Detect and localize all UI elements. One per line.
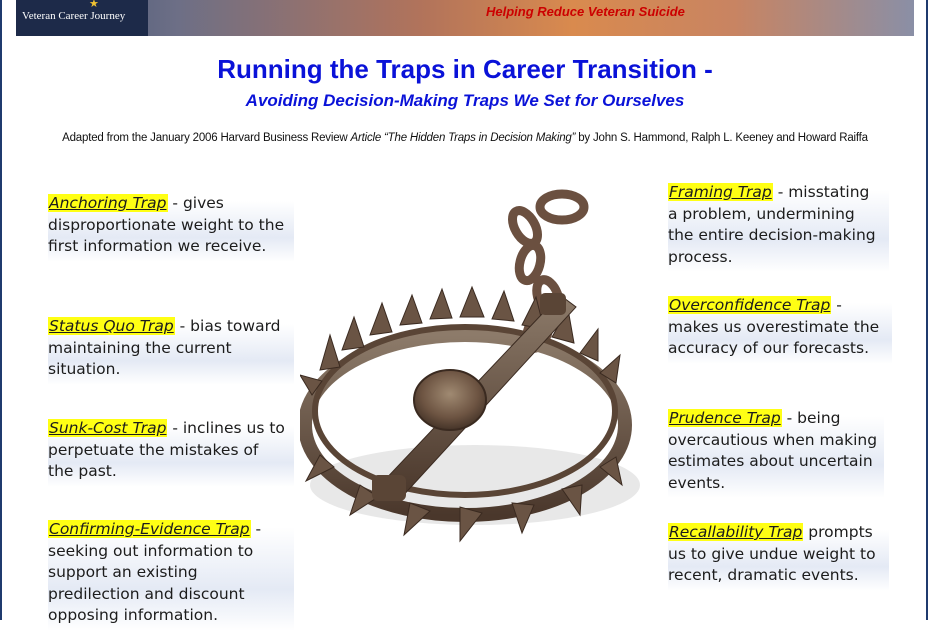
trap-prudence bbox=[668, 408, 878, 494]
trap-overconfidence bbox=[668, 295, 886, 360]
page-subtitle: Avoiding Decision-Making Traps We Set for Ourselves bbox=[245, 91, 685, 110]
trap-name: Anchoring Trap bbox=[49, 194, 167, 212]
trap-name: Framing Trap bbox=[669, 183, 772, 201]
trap-description: - bias toward maintaining the current situation. bbox=[48, 317, 281, 378]
logo-text: Veteran Career Journey bbox=[22, 10, 126, 22]
trap-description: - makes us overestimate the accuracy of our forecasts. bbox=[668, 296, 880, 357]
trap-confirming-evidence bbox=[48, 519, 288, 627]
page-title: Running the Traps in Career Transition - bbox=[217, 54, 713, 84]
trap-status-quo bbox=[48, 316, 288, 381]
source-citation bbox=[0, 132, 930, 144]
trap-framing bbox=[668, 182, 883, 268]
trap-description: - gives disproportionate weight to the first information we receive. bbox=[48, 194, 285, 255]
logo[interactable] bbox=[16, 0, 148, 36]
source-article-word: Article bbox=[350, 132, 382, 144]
source-prefix: Adapted from the January 2006 Harvard Business Review bbox=[62, 132, 351, 144]
trap-name: Recallability Trap bbox=[669, 523, 803, 541]
source-authors: by John S. Hammond, Ralph L. Keeney and Howard Raiffa bbox=[575, 132, 868, 144]
trap-sunk-cost bbox=[48, 418, 288, 483]
trap-name: Overconfidence Trap bbox=[669, 296, 831, 314]
trap-name: Sunk-Cost Trap bbox=[49, 419, 167, 437]
star-icon: ★ bbox=[89, 0, 99, 10]
trap-description: - inclines us to perpetuate the mistakes of the past. bbox=[48, 419, 285, 480]
trap-description: - seeking out information to support an existing predilection and discount opposing information. bbox=[48, 520, 262, 624]
bear-trap-image bbox=[300, 185, 640, 545]
trap-recallability bbox=[668, 522, 883, 587]
trap-description: prompts us to give undue weight to recent, dramatic events. bbox=[668, 523, 876, 584]
header-banner bbox=[16, 0, 914, 36]
trap-description: - misstating a problem, undermining the entire decision-making process. bbox=[668, 183, 876, 266]
trap-anchoring bbox=[48, 193, 288, 258]
source-article-title: “The Hidden Traps in Decision Making” bbox=[381, 132, 576, 144]
trap-description: - being overcautious when making estimates about uncertain events. bbox=[668, 409, 878, 492]
tagline: Helping Reduce Veteran Suicide bbox=[486, 4, 685, 19]
trap-name: Prudence Trap bbox=[669, 409, 781, 427]
trap-name: Confirming-Evidence Trap bbox=[49, 520, 250, 538]
trap-name: Status Quo Trap bbox=[49, 317, 174, 335]
